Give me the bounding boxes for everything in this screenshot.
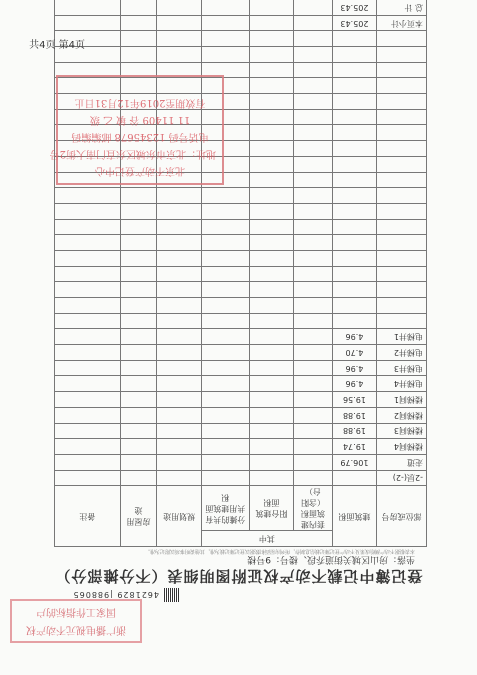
table-cell [294, 454, 333, 470]
table-cell [294, 125, 333, 141]
table-cell [120, 219, 157, 235]
table-cell [332, 62, 376, 78]
table-cell [120, 439, 157, 455]
table-cell [201, 392, 249, 408]
table-cell [201, 15, 249, 31]
table-cell: 106.79 [332, 454, 376, 470]
table-row [55, 407, 427, 423]
table-cell [201, 298, 249, 314]
table-cell [157, 203, 202, 219]
table-cell [249, 109, 294, 125]
table-cell [120, 298, 157, 314]
table-cell [157, 392, 202, 408]
table-cell [249, 376, 294, 392]
table-cell [157, 219, 202, 235]
table-cell [294, 109, 333, 125]
table-cell [294, 172, 333, 188]
table-cell [55, 407, 121, 423]
table-cell [377, 188, 427, 204]
table-cell [55, 470, 121, 486]
table-cell: 总 计 [377, 0, 427, 15]
table-cell [157, 313, 202, 329]
table-cell [332, 94, 376, 110]
table-cell [157, 31, 202, 47]
table-cell [55, 423, 121, 439]
table-cell [120, 282, 157, 298]
table-cell [332, 313, 376, 329]
table-cell: 楼梯间3 [377, 423, 427, 439]
red-seal-stamp [49, 75, 224, 185]
table-row [55, 282, 427, 298]
table-cell [120, 313, 157, 329]
table-cell [201, 266, 249, 282]
table-cell [294, 423, 333, 439]
table-cell: 19.74 [332, 439, 376, 455]
header-house-use: 房屋用途 [120, 486, 157, 547]
table-cell [157, 47, 202, 63]
table-cell [157, 439, 202, 455]
table-cell [332, 219, 376, 235]
table-cell [55, 454, 121, 470]
table-cell [55, 376, 121, 392]
table-cell [377, 251, 427, 267]
table-cell [377, 282, 427, 298]
table-row [55, 298, 427, 314]
table-cell [157, 15, 202, 31]
table-cell [55, 345, 121, 361]
table-cell [55, 360, 121, 376]
table-cell: -2层(-2) [377, 470, 427, 486]
table-cell [294, 313, 333, 329]
table-cell [294, 298, 333, 314]
table-cell [201, 470, 249, 486]
table-cell [201, 47, 249, 63]
table-cell: 电梯井1 [377, 329, 427, 345]
table-cell [249, 219, 294, 235]
table-cell [249, 125, 294, 141]
table-cell [120, 423, 157, 439]
table-cell [157, 454, 202, 470]
header-inner-area: 套内建筑面积（含阳台） [294, 486, 333, 531]
table-cell [249, 313, 294, 329]
table-cell [249, 62, 294, 78]
table-cell [249, 0, 294, 15]
header-remarks: 备注 [55, 486, 121, 547]
table-cell [120, 407, 157, 423]
table-cell [201, 360, 249, 376]
table-row [55, 423, 427, 439]
table-cell [157, 470, 202, 486]
table-cell [120, 266, 157, 282]
table-cell [294, 15, 333, 31]
table-cell [201, 251, 249, 267]
table-cell [294, 282, 333, 298]
table-cell [294, 266, 333, 282]
table-cell [249, 423, 294, 439]
table-row [55, 235, 427, 251]
table-cell [332, 470, 376, 486]
table-cell [201, 31, 249, 47]
table-cell [249, 329, 294, 345]
table-cell [201, 313, 249, 329]
table-cell [55, 235, 121, 251]
table-cell [294, 62, 333, 78]
table-cell [201, 454, 249, 470]
barcode [69, 587, 179, 603]
table-row [55, 392, 427, 408]
table-cell [120, 345, 157, 361]
table-cell [249, 188, 294, 204]
table-cell [55, 329, 121, 345]
table-cell [249, 15, 294, 31]
table-cell [294, 376, 333, 392]
table-cell [201, 235, 249, 251]
table-cell [157, 282, 202, 298]
table-cell [294, 219, 333, 235]
table-cell [332, 203, 376, 219]
table-cell [332, 282, 376, 298]
table-cell [55, 298, 121, 314]
table-cell [201, 439, 249, 455]
table-cell [120, 360, 157, 376]
table-cell [249, 235, 294, 251]
table-cell: 19.88 [332, 407, 376, 423]
table-cell [201, 282, 249, 298]
table-row [55, 439, 427, 455]
table-cell [249, 141, 294, 157]
table-cell: 19.56 [332, 392, 376, 408]
table-cell [249, 78, 294, 94]
table-cell [120, 188, 157, 204]
table-cell [157, 329, 202, 345]
table-row [55, 47, 427, 63]
table-cell [120, 470, 157, 486]
table-cell [294, 47, 333, 63]
table-cell [294, 188, 333, 204]
table-cell [294, 329, 333, 345]
table-cell [377, 47, 427, 63]
table-cell [249, 203, 294, 219]
table-cell [249, 251, 294, 267]
table-cell [201, 407, 249, 423]
table-cell [201, 203, 249, 219]
table-row [55, 360, 427, 376]
table-cell [377, 141, 427, 157]
table-cell [294, 407, 333, 423]
table-cell [55, 282, 121, 298]
table-cell [120, 376, 157, 392]
table-row [55, 266, 427, 282]
table-cell [377, 298, 427, 314]
table-cell [249, 94, 294, 110]
table-cell [201, 188, 249, 204]
table-cell [120, 203, 157, 219]
table-cell [55, 251, 121, 267]
table-cell [55, 0, 121, 15]
table-cell: 205.43 [332, 15, 376, 31]
table-cell [377, 62, 427, 78]
table-cell [249, 47, 294, 63]
table-cell [157, 0, 202, 15]
table-cell [55, 266, 121, 282]
table-cell [249, 360, 294, 376]
table-cell [294, 156, 333, 172]
table-cell [377, 313, 427, 329]
table-cell [332, 298, 376, 314]
table-cell [377, 31, 427, 47]
stamp-line5: 有效期至2019年12月31日止 [74, 97, 206, 108]
header-planned-use: 规划用途 [157, 486, 202, 547]
page-counter: 共4页 第4页 [29, 40, 85, 51]
table-cell [377, 156, 427, 172]
table-cell [249, 454, 294, 470]
header-seal-stamp [10, 599, 142, 643]
table-cell: 4.96 [332, 329, 376, 345]
table-cell [332, 172, 376, 188]
table-cell [332, 125, 376, 141]
table-cell [332, 109, 376, 125]
table-cell [377, 78, 427, 94]
table-cell [294, 345, 333, 361]
header-stamp-line2: 国家工作指标的户 [36, 606, 116, 617]
barcode-icon [163, 588, 179, 602]
table-cell [249, 156, 294, 172]
table-cell: 本页小计 [377, 15, 427, 31]
table-cell [294, 235, 333, 251]
table-row [55, 188, 427, 204]
table-cell [294, 470, 333, 486]
table-cell: 4.96 [332, 376, 376, 392]
table-cell [120, 31, 157, 47]
table-cell [249, 282, 294, 298]
table-cell [55, 313, 121, 329]
table-row [55, 31, 427, 47]
stamp-line3: 电话号码 12345678 邮编编码 [71, 131, 209, 142]
table-cell [120, 329, 157, 345]
fine-print: 本表根据不动产测绘成果及不动产登记簿记载信息制作，所列房屋面积数据以登记簿记载为准，其他说明事项以附记为准。 [144, 548, 415, 554]
table-cell: 楼梯间1 [377, 392, 427, 408]
table-cell [157, 345, 202, 361]
table-cell [120, 47, 157, 63]
table-cell [120, 454, 157, 470]
table-cell: 19.88 [332, 423, 376, 439]
table-cell: 走道 [377, 454, 427, 470]
table-cell: 楼梯间2 [377, 407, 427, 423]
header-location: 部位或房号 [377, 486, 427, 547]
table-cell [294, 0, 333, 15]
table-row [55, 376, 427, 392]
table-cell [377, 125, 427, 141]
table-cell [249, 392, 294, 408]
barcode-number: 4621829 |988065 [72, 590, 159, 600]
table-cell [157, 266, 202, 282]
table-cell [201, 345, 249, 361]
table-cell [157, 235, 202, 251]
table-cell [201, 376, 249, 392]
header-group: 其中 [201, 531, 332, 547]
header-balcony-area: 阳台建筑面积 [249, 486, 294, 531]
table-cell [249, 439, 294, 455]
table-cell [157, 188, 202, 204]
table-cell [332, 47, 376, 63]
table-row [55, 219, 427, 235]
table-cell [157, 407, 202, 423]
table-cell [294, 78, 333, 94]
table-cell [120, 251, 157, 267]
stamp-line4: 11 11409 谷 敏 乙 级 [89, 114, 191, 125]
table-cell [201, 0, 249, 15]
table-cell [55, 203, 121, 219]
stamp-line1: 北京不动产登记中心 [95, 165, 185, 176]
table-cell [157, 251, 202, 267]
subtotal-row [55, 15, 427, 31]
table-cell: 4.96 [332, 360, 376, 376]
table-cell [157, 376, 202, 392]
table-cell [120, 235, 157, 251]
table-row [55, 251, 427, 267]
table-cell [294, 203, 333, 219]
table-cell [55, 392, 121, 408]
table-cell [201, 423, 249, 439]
table-cell [249, 172, 294, 188]
table-cell [294, 31, 333, 47]
table-cell [55, 188, 121, 204]
table-cell: 4.70 [332, 345, 376, 361]
table-cell: 电梯井2 [377, 345, 427, 361]
table-cell [294, 251, 333, 267]
table-cell: 楼梯间4 [377, 439, 427, 455]
stamp-line2: 地址：北京市东城区东直门南大街2号 [49, 148, 216, 159]
table-row [55, 345, 427, 361]
table-row [55, 470, 427, 486]
table-cell [201, 329, 249, 345]
table-cell [332, 266, 376, 282]
table-row [55, 203, 427, 219]
table-cell [157, 423, 202, 439]
table-cell [294, 360, 333, 376]
table-cell [332, 235, 376, 251]
table-cell [294, 141, 333, 157]
table-row [55, 454, 427, 470]
table-cell: 205.43 [332, 0, 376, 15]
table-cell [332, 78, 376, 94]
table-cell [332, 156, 376, 172]
total-row [55, 0, 427, 15]
table-cell [55, 439, 121, 455]
table-cell [332, 188, 376, 204]
table-row [55, 329, 427, 345]
document-title: 登记簿中记载不动产权证附图明细表（不分摊部分） [54, 567, 423, 585]
table-cell [55, 15, 121, 31]
table-cell [55, 219, 121, 235]
table-cell [249, 31, 294, 47]
table-cell: 电梯井4 [377, 376, 427, 392]
table-row [55, 313, 427, 329]
table-cell [120, 15, 157, 31]
header-stamp-line1: 浙广播电视元不动产权 [26, 624, 126, 635]
table-cell [157, 298, 202, 314]
table-cell [294, 439, 333, 455]
table-cell [249, 345, 294, 361]
table-cell [249, 266, 294, 282]
table-cell [294, 94, 333, 110]
table-cell [377, 109, 427, 125]
header-shared-area: 分摊的共有共用建筑面积 [201, 486, 249, 531]
table-cell [249, 298, 294, 314]
table-cell: 电梯井3 [377, 360, 427, 376]
table-body [49, 0, 427, 486]
table-cell [332, 141, 376, 157]
table-cell [157, 360, 202, 376]
table-cell [377, 203, 427, 219]
table-cell [377, 219, 427, 235]
table-cell [377, 172, 427, 188]
table-cell [377, 266, 427, 282]
table-cell [120, 392, 157, 408]
table-cell [201, 219, 249, 235]
table-cell [377, 94, 427, 110]
table-cell [332, 31, 376, 47]
table-cell [120, 0, 157, 15]
table-cell [332, 251, 376, 267]
table-cell [249, 470, 294, 486]
table-cell [249, 407, 294, 423]
table-cell [294, 392, 333, 408]
header-area: 建筑面积 [332, 486, 376, 547]
table-cell [377, 235, 427, 251]
location-line: 坐落：房山区城关街道乔段、楼号：9号楼 [247, 554, 415, 564]
